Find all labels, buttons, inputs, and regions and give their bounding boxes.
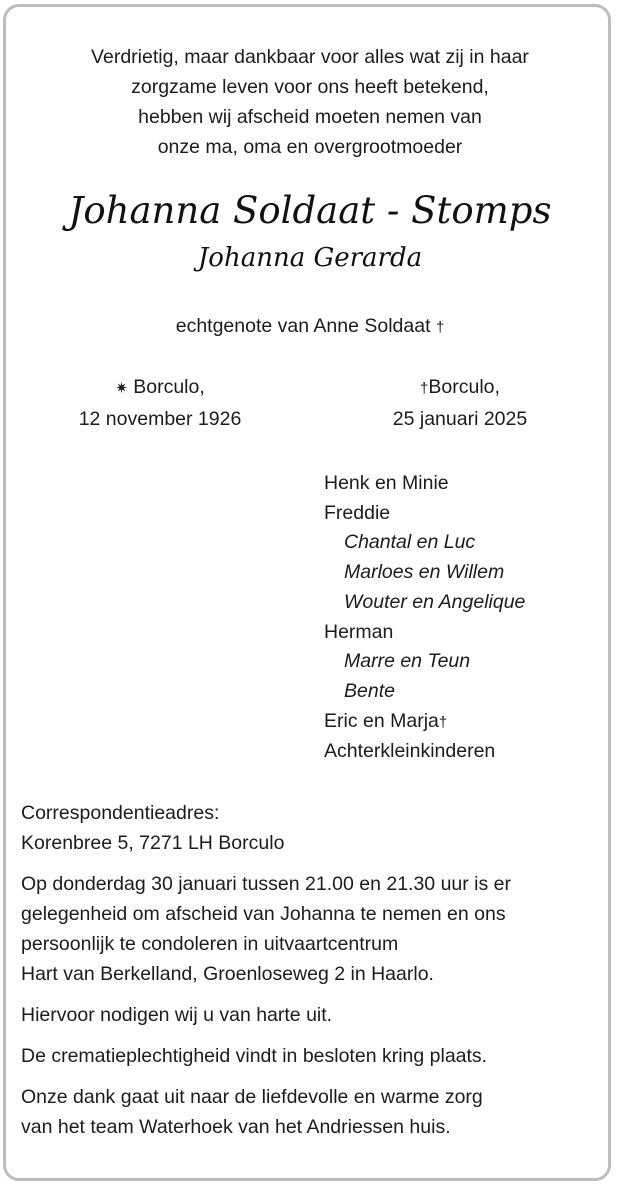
cross-icon: † bbox=[438, 713, 448, 731]
family-member-name: Eric en Marja bbox=[324, 709, 439, 732]
notice-body bbox=[21, 787, 606, 1153]
spouse-text: echtgenote van Anne Soldaat bbox=[175, 315, 431, 337]
birth-place: Borculo, bbox=[133, 376, 205, 398]
paragraph-line: Onze dank gaat uit naar de liefdevolle en warme zorg bbox=[21, 1086, 483, 1108]
star-icon: ✷ bbox=[115, 380, 128, 397]
family-member: Wouter en Angelique bbox=[344, 590, 526, 613]
correspondence-label: Correspondentieadres: bbox=[21, 802, 220, 824]
paragraph-line: van het team Waterhoek van het Andriessen huis. bbox=[21, 1116, 451, 1138]
correspondence-address: Korenbree 5, 7271 LH Borculo bbox=[21, 832, 285, 854]
deceased-full-first-names: Johanna Gerarda bbox=[197, 243, 423, 273]
death-info bbox=[340, 372, 580, 434]
death-place: Borculo, bbox=[428, 376, 500, 398]
intro-text bbox=[0, 42, 620, 162]
family-list bbox=[324, 469, 525, 767]
cross-icon: † bbox=[435, 319, 445, 336]
paragraph-line: Op donderdag 30 januari tussen 21.00 en 21.30 uur is er bbox=[21, 873, 512, 895]
paragraph-line: persoonlijk te condoleren in uitvaartcentrum bbox=[21, 933, 399, 955]
paragraph-line: De crematieplechtigheid vindt in besloten kring plaats. bbox=[21, 1045, 488, 1067]
cross-icon: † bbox=[420, 380, 429, 397]
family-member: Henk en Minie bbox=[324, 472, 449, 494]
family-member: Bente bbox=[344, 679, 395, 702]
family-member: Herman bbox=[324, 620, 394, 643]
deceased-name: Johanna Soldaat - Stomps bbox=[68, 189, 552, 232]
family-member bbox=[324, 707, 525, 738]
paragraph-line: gelegenheid om afscheid van Johanna te nemen en ons bbox=[21, 903, 506, 925]
spouse-line bbox=[0, 312, 620, 342]
birth-date: 12 november 1926 bbox=[78, 408, 242, 430]
intro-line: hebben wij afscheid moeten nemen van bbox=[138, 106, 482, 128]
family-member: Achterkleinkinderen bbox=[324, 740, 496, 763]
death-date: 25 januari 2025 bbox=[392, 408, 528, 430]
birth-info bbox=[40, 372, 280, 434]
intro-line: Verdrietig, maar dankbaar voor alles wat zij in haar bbox=[91, 46, 529, 68]
family-member: Marre en Teun bbox=[344, 650, 471, 673]
intro-line: onze ma, oma en overgrootmoeder bbox=[157, 136, 463, 158]
family-member: Freddie bbox=[324, 501, 391, 524]
paragraph-line: Hart van Berkelland, Groenloseweg 2 in Haarlo. bbox=[21, 963, 434, 985]
intro-line: zorgzame leven voor ons heeft betekend, bbox=[131, 76, 489, 98]
paragraph-line: Hiervoor nodigen wij u van harte uit. bbox=[21, 1004, 333, 1026]
family-member: Marloes en Willem bbox=[344, 561, 505, 584]
family-member: Chantal en Luc bbox=[344, 531, 476, 554]
